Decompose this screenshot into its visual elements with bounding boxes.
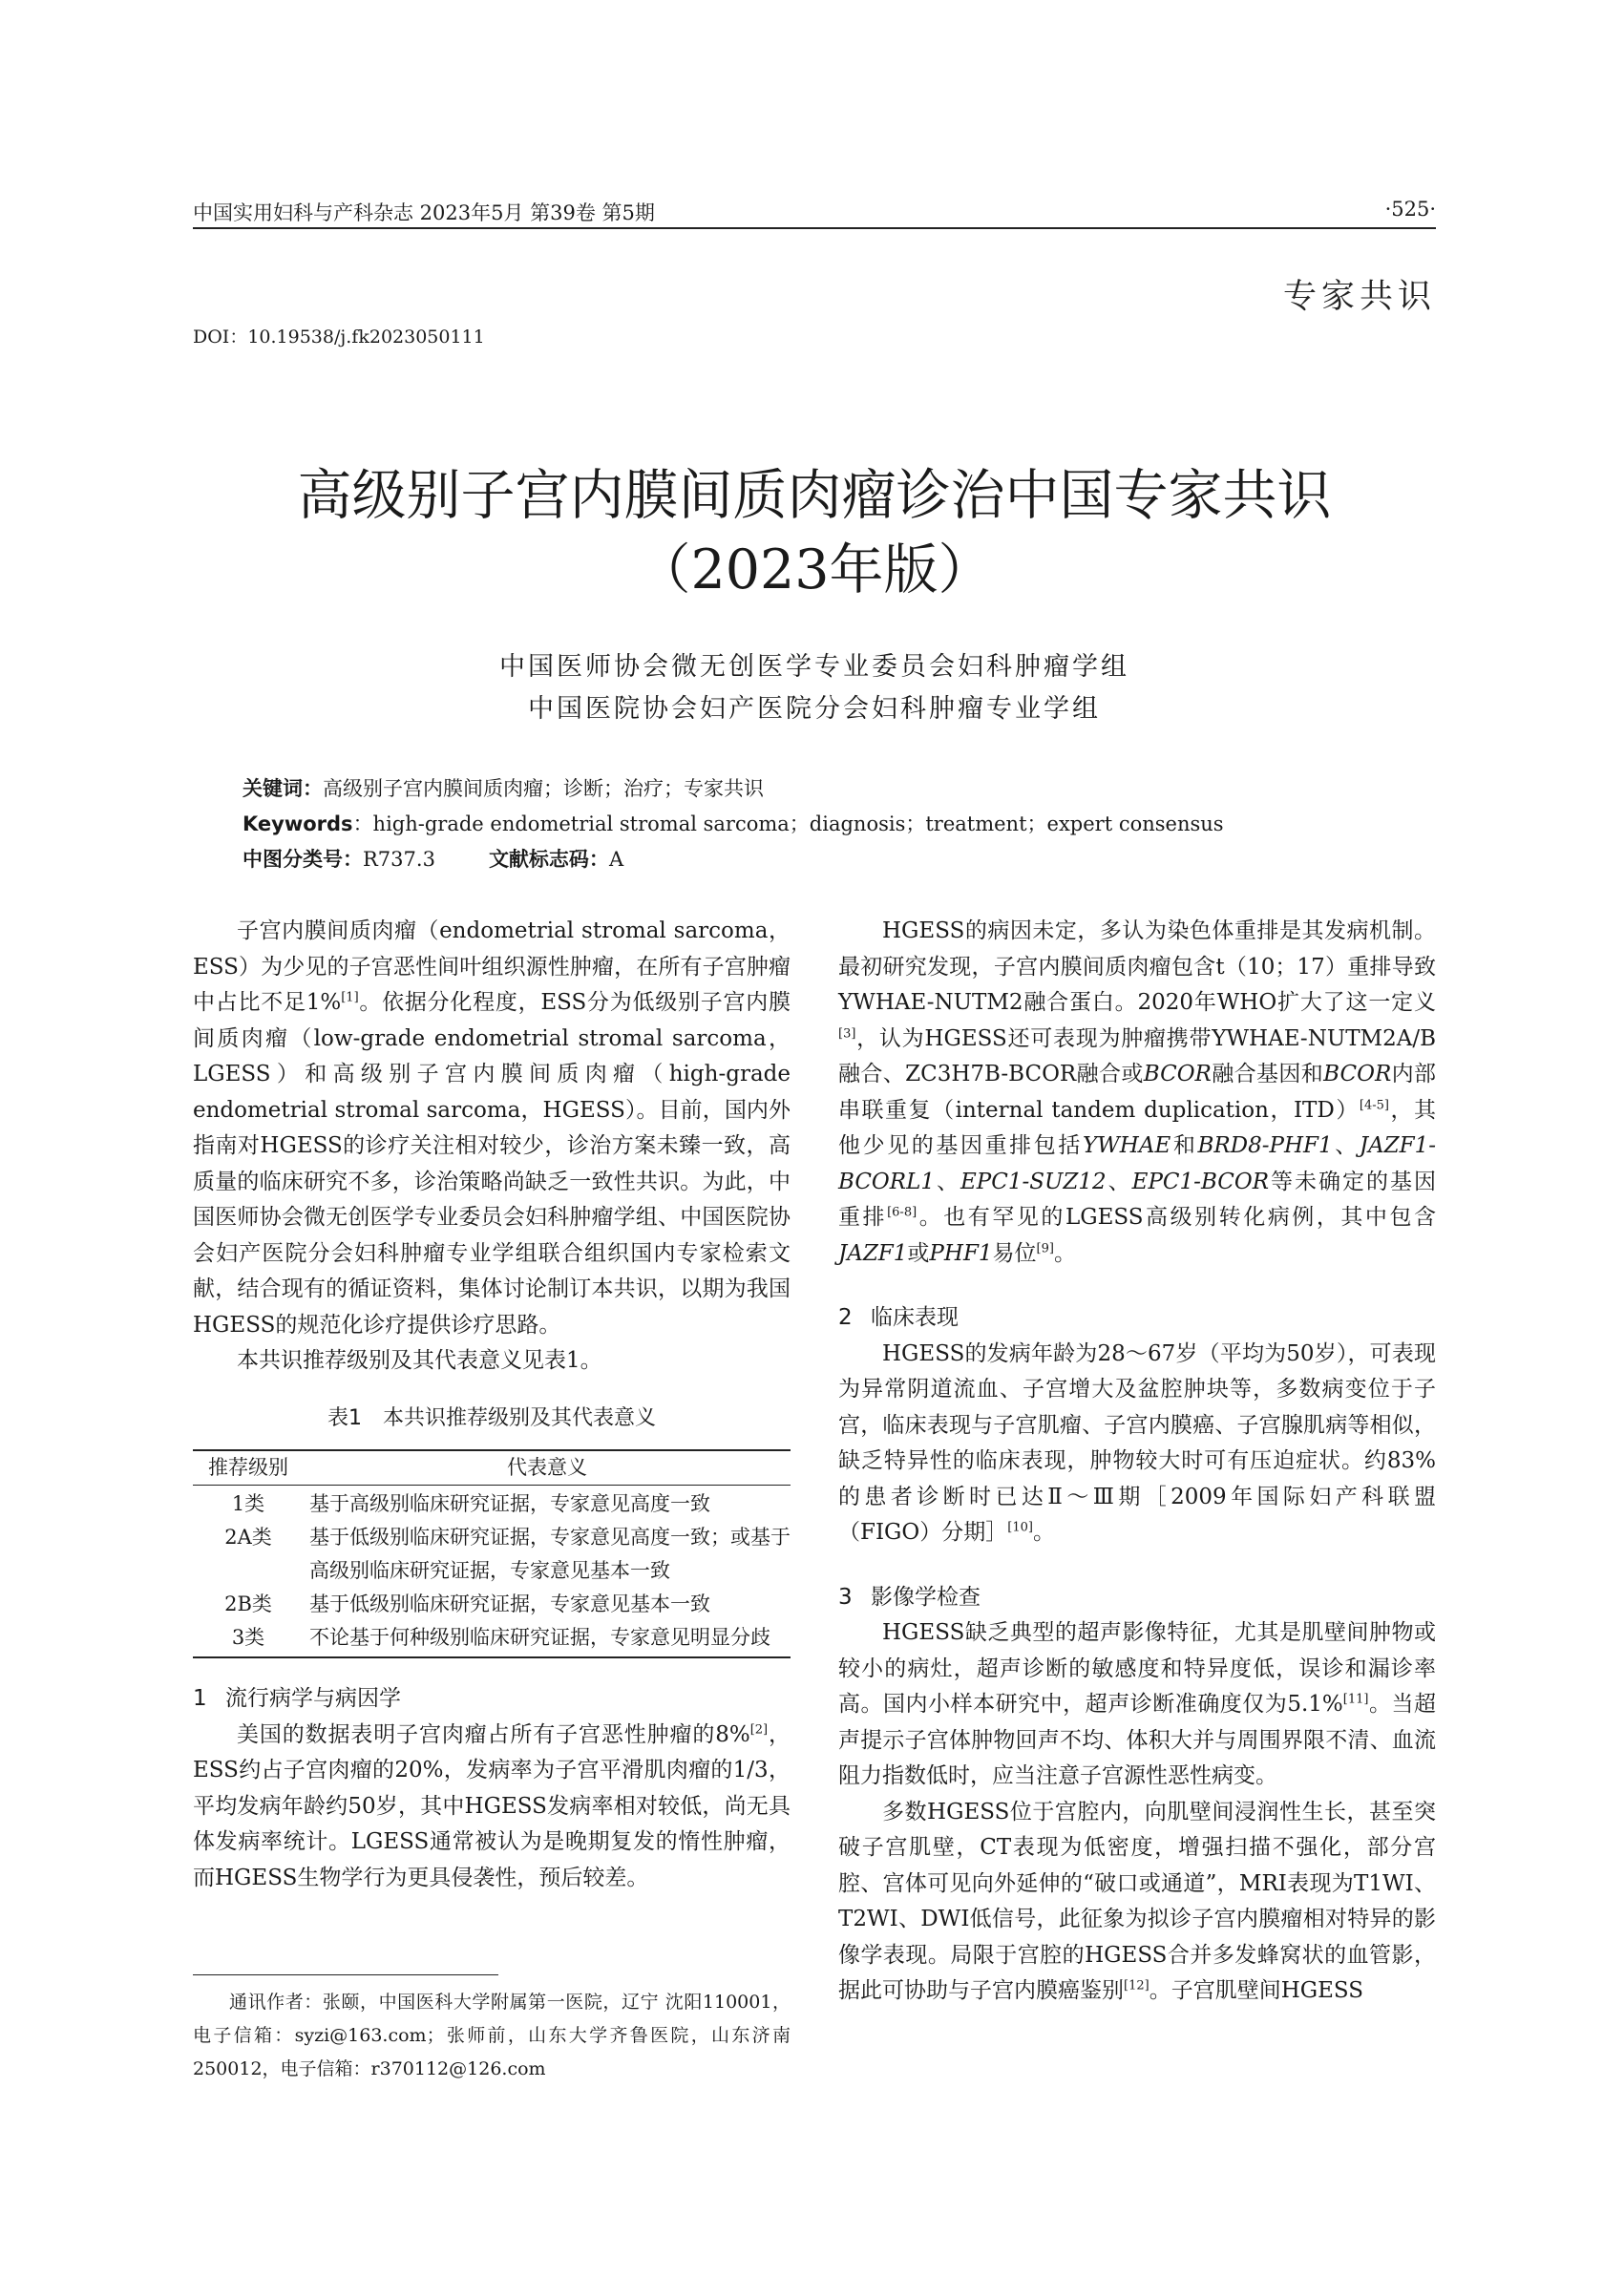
paragraph [838,1795,1436,2010]
right-column [838,914,1436,2010]
keywords-en-label: Keywords [243,812,353,835]
text: ，认为HGESS还可表现为肿瘤携带YWHAE-NUTM2A/B融合、ZC3H7B-BCOR融合或 [838,1025,1436,1086]
page-number: ·525· [1384,198,1436,221]
text: 和 [1171,1133,1198,1158]
text: 多数HGESS位于宫腔内，向肌壁间浸润性生长，甚至突破子宫肌壁，CT表现为低密度，增强扫描不强化，部分宫腔、宫体可见向外延伸的“破口或通道”，MRI表现为T1WI、T2WI、DWI低信号，此征象为拟诊子宫内膜瘤相对特异的影像学表现。局限于宫腔的HGESS合并多发蜂窝状的血管影，据此可协助与子宫内膜癌鉴别 [838,1799,1436,2003]
text: 、 [935,1169,961,1194]
keywords-cn-value: 高级别子宫内膜间质肉瘤；诊断；治疗；专家共识 [323,777,764,800]
paragraph [838,1615,1436,1795]
keywords-cn-label: 关键词： [243,777,323,800]
gene-name: EPC1-SUZ12 [960,1169,1107,1194]
author-groups [193,646,1436,730]
title-line-1: 高级别子宫内膜间质肉瘤诊治中国专家共识 [297,464,1332,527]
citation[interactable]: [11] [1342,1692,1369,1707]
section-number: 1 [193,1686,207,1711]
citation[interactable]: [12] [1124,1978,1149,1993]
citation[interactable]: [9] [1036,1240,1054,1255]
section-heading [838,1300,1436,1337]
gene-name: EPC1-BCOR [1131,1169,1270,1194]
table-header-cell: 推荐级别 [208,1456,288,1479]
doc-code-label: 文献标志码： [488,848,609,871]
keywords-en [243,807,1436,842]
table-header-row [193,1450,791,1486]
table-cell-meaning: 基于高级别临床研究证据，专家意见高度一致 [309,1492,710,1515]
text: 等未确定的基因重排 [838,1169,1437,1230]
text: HGESS的发病年龄为28～67岁（平均为50岁），可表现为异常阴道流血、子宫增大及盆腔肿块等，多数病变位于子宫，临床表现与子宫肌瘤、子宫内膜癌、子宫腺肌病等相似，缺乏特异性的临床表现，肿物较大时可有压迫症状。约83%的患者诊断时已达Ⅱ～Ⅲ期［2009年国际妇产科联盟（FIGO）分期］ [838,1340,1436,1545]
gene-name: JAZF1-BCORL1 [838,1133,1437,1194]
citation[interactable]: [10] [1007,1520,1033,1535]
clc-label: 中图分类号： [243,848,363,871]
text: 。 [1053,1240,1076,1266]
gene-name: BCOR [1143,1062,1212,1086]
text: 美国的数据表明子宫肉瘤占所有子宫恶性肿瘤的8% [237,1721,750,1747]
header-rule [193,227,1436,229]
table-cell-meaning: 基于低级别临床研究证据，专家意见高度一致；或基于高级别临床研究证据，专家意见基本一致 [309,1526,791,1582]
table-header-cell: 代表意义 [507,1456,587,1479]
paragraph [838,1337,1436,1551]
article-meta [243,771,1436,877]
citation[interactable]: [3] [838,1025,856,1041]
table-cell-level: 1类 [231,1492,265,1515]
citation[interactable]: [6-8] [887,1205,917,1220]
section-title: 流行病学与病因学 [225,1686,401,1711]
gene-name: PHF1 [929,1240,993,1266]
recommendation-table [193,1449,791,1658]
text: 。当超声提示子宫体肿物回声不均、体积大并与周围界限不清、血流阻力指数低时，应当注意子宫源性恶性病变。 [838,1692,1437,1788]
journal-info: 中国实用妇科与产科杂志 2023年5月 第39卷 第5期 [193,201,655,224]
table-row [193,1621,791,1657]
clc-value: R737.3 [363,848,435,871]
table-cell-level: 3类 [231,1626,265,1649]
gene-name: BCOR [1323,1062,1392,1086]
citation[interactable]: [4-5] [1359,1097,1389,1112]
text: HGESS的病因未定，多认为染色体重排是其发病机制。最初研究发现，子宫内膜间质肉瘤包含t（10；17）重排导致YWHAE-NUTM2融合蛋白。2020年WHO扩大了这一定义 [838,918,1436,1015]
citation[interactable]: [1] [341,990,359,1005]
text: ，其他少见的基因重排包括 [838,1097,1436,1158]
citation[interactable]: [2] [749,1721,769,1737]
doc-code-value: A [608,848,624,871]
section-title: 临床表现 [871,1305,959,1330]
text: ，ESS约占子宫肉瘤的20%，发病率为子宫平滑肌肉瘤的1/3，平均发病年龄约50岁，其中HGESS发病率相对较低，尚无具体发病率统计。LGESS通常被认为是晚期复发的惰性肿瘤，而HGESS生物学行为更具侵袭性，预后较差。 [193,1721,791,1890]
section-title: 影像学检查 [871,1584,981,1610]
paragraph [193,914,791,1343]
text: 。子宫肌壁间HGESS [1149,1978,1364,2003]
title-line-2: （2023年版） [636,538,993,601]
keywords-en-value: ：high-grade endometrial stromal sarcoma；diagnosis；treatment；expert consensus [352,812,1224,835]
section-heading [193,1681,791,1718]
table-cell-level: 2B类 [224,1592,272,1615]
text: 。 [1032,1520,1055,1545]
correspondence: 通讯作者：张颐，中国医科大学附属第一医院，辽宁 沈阳110001，电子信箱：syzi@163.com；张师前，山东大学齐鲁医院，山东济南 250012，电子信箱：r370112@126.com [193,1992,791,2079]
section-label: 专家共识 [1282,278,1436,316]
paragraph: 本共识推荐级别及其代表意义见表1。 [237,1348,602,1373]
table-cell-meaning: 不论基于何种级别临床研究证据，专家意见明显分歧 [309,1626,770,1649]
text: 子宫内膜间质肉瘤（endometrial stromal sarcoma，ESS）为少见的子宫恶性间叶组织源性肿瘤，在所有子宫肿瘤中占比不足1% [193,918,791,1015]
gene-name: JAZF1 [838,1240,908,1266]
text: 。也有罕见的LGESS高级别转化病例，其中包含 [917,1205,1437,1230]
table-row [193,1588,791,1621]
author-group: 中国医师协会微无创医学专业委员会妇科肿瘤学组 [499,652,1129,682]
text: 、 [1106,1169,1132,1194]
gene-name: YWHAE [1082,1133,1171,1158]
classification [243,842,1436,877]
table-cell-level: 2A类 [224,1526,272,1549]
gene-name: BRD8-PHF1 [1197,1133,1333,1158]
text: 。依据分化程度，ESS分为低级别子宫内膜间质肉瘤（low-grade endometrial stromal sarcoma，LGESS）和高级别子宫内膜间质肉瘤（high-grade endometrial stromal sarcoma，HGESS）。目前，国内外指南对HGESS的诊疗关注相对较少，诊治方案未臻一致，高质量的临床研究不多，诊治策略尚缺乏一致性共识。为此，中国医师协会微无创医学专业委员会妇科肿瘤学组、中国医院协会妇产医院分会妇科肿瘤专业学组联合组织国内专家检索文献，结合现有的循证资料，集体讨论制订本共识，以期为我国HGESS的规范化诊疗提供诊疗思路。 [193,990,791,1338]
text: HGESS缺乏典型的超声影像特征，尤其是肌壁间肿物或较小的病灶，超声诊断的敏感度和特异度低，误诊和漏诊率高。国内小样本研究中，超声诊断准确度仅为5.1% [838,1620,1436,1717]
footnote-rule [193,1974,498,1975]
paragraph [193,1718,791,1897]
doi: DOI：10.19538/j.fk2023050111 [193,327,485,348]
text: 易位 [992,1240,1037,1266]
author-group: 中国医院协会妇产医院分会妇科肿瘤专业学组 [528,694,1101,724]
section-number: 2 [838,1305,853,1330]
table-row [193,1521,791,1588]
table-row [193,1486,791,1522]
table-cell-meaning: 基于低级别临床研究证据，专家意见基本一致 [309,1592,710,1615]
footnote [193,1986,791,2086]
text: 、 [1332,1133,1360,1158]
paragraph [838,914,1436,1272]
left-column [193,914,791,1896]
text: 融合基因和 [1211,1062,1324,1086]
text: 或 [907,1240,930,1266]
keywords-cn [243,771,1436,807]
section-number: 3 [838,1584,853,1610]
section-heading [838,1580,1436,1616]
table-caption: 表1 本共识推荐级别及其代表意义 [327,1405,656,1430]
text: 内部串联重复（internal tandem duplication，ITD） [838,1062,1437,1123]
article-title [193,458,1436,607]
